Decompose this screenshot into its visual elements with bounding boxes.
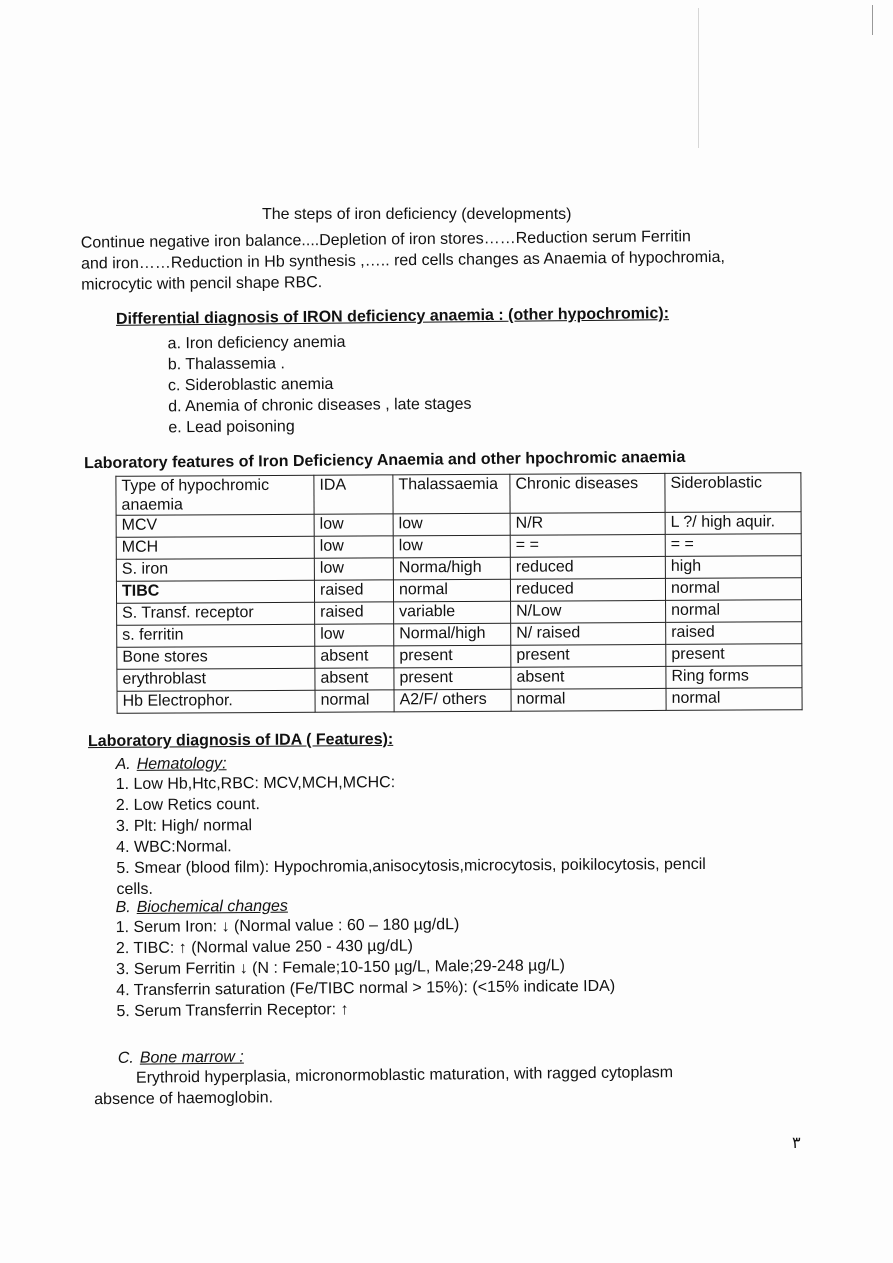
table-cell: normal <box>666 688 802 711</box>
table-cell: s. ferritin <box>117 624 315 647</box>
table-cell: erythroblast <box>117 668 315 691</box>
list-item: b. Thalassemia . <box>167 355 285 374</box>
list-item: 5. Serum Transferrin Receptor: ↑ <box>116 1001 349 1021</box>
table-cell: = = <box>510 534 665 557</box>
table-cell: MCV <box>116 514 314 537</box>
table-cell: raised <box>666 622 802 645</box>
differential-list <box>168 332 472 440</box>
table-cell: A2/F/ others <box>394 689 511 712</box>
table-cell: Norma/high <box>393 557 510 580</box>
table-cell: reduced <box>510 578 665 601</box>
biochemical-title: B. Biochemical changes <box>115 897 288 917</box>
table-cell: normal <box>665 578 801 601</box>
biochemical-section <box>115 894 615 1023</box>
header-cell: Type of hypochromic anaemia <box>116 475 314 515</box>
table-header-row <box>116 473 801 516</box>
table-cell: low <box>314 536 393 558</box>
intro-line: microcytic with pencil shape RBC. <box>81 274 323 294</box>
table-cell: low <box>315 624 394 646</box>
table-cell: low <box>314 558 393 580</box>
header-cell: Thalassaemia <box>393 474 510 514</box>
table-cell: normal <box>315 690 394 712</box>
lab-features-table <box>115 472 802 714</box>
list-item: 1. Serum Iron: ↓ (Normal value : 60 – 180 µg/dL) <box>115 916 460 937</box>
table-cell: absent <box>315 668 394 690</box>
table-cell: absent <box>511 666 666 689</box>
table-cell: low <box>393 513 510 536</box>
table-cell: Hb Electrophor. <box>117 690 315 713</box>
bone-marrow-title: C. Bone marrow : <box>117 1048 244 1067</box>
list-item: 4. WBC:Normal. <box>116 838 232 857</box>
table-cell: absent <box>315 646 394 668</box>
table-cell: MCH <box>116 536 314 559</box>
table-cell: TIBC <box>116 580 314 603</box>
table-row <box>117 688 802 714</box>
lab-diagnosis-heading: Laboratory diagnosis of IDA ( Features): <box>87 730 394 751</box>
table-cell: low <box>314 514 393 536</box>
intro-paragraph <box>81 225 772 295</box>
table-cell: low <box>393 535 510 558</box>
bone-marrow-text: Erythroid hyperplasia, micronormoblastic maturation, with ragged cytoplasm <box>135 1064 674 1087</box>
header-cell: Sideroblastic <box>665 473 801 513</box>
table-cell: Ring forms <box>666 666 802 689</box>
hematology-title: A. Hematology: <box>115 755 227 774</box>
header-cell: Chronic diseases <box>510 473 665 513</box>
differential-heading: Differential diagnosis of IRON deficiency anaemia : (other hypochromic): <box>115 305 670 328</box>
page-number: ٣ <box>792 1133 801 1152</box>
list-item: e. Lead poisoning <box>168 418 295 437</box>
table-cell: normal <box>393 579 510 602</box>
table-cell: S. iron <box>116 558 314 581</box>
list-item: 3. Plt: High/ normal <box>115 817 253 836</box>
list-item: cells. <box>116 880 153 899</box>
intro-line: and iron……Reduction in Hb synthesis ,….. red cells changes as Anaemia of hypochromia, <box>80 248 725 273</box>
table-cell: present <box>394 645 511 668</box>
table-cell: high <box>665 556 801 579</box>
list-item: c. Sideroblastic anemia <box>167 375 334 395</box>
bone-marrow-text: absence of haemoglobin. <box>94 1089 274 1109</box>
hematology-section <box>115 751 706 901</box>
table-cell: L ?/ high aquir. <box>665 512 801 535</box>
list-item: 3. Serum Ferritin ↓ (N : Female;10-150 µg/L, Male;29-248 µg/L) <box>116 957 565 979</box>
table-cell: reduced <box>510 556 665 579</box>
lab-table-heading: Laboratory features of Iron Deficiency Anaemia and other hpochromic anaemia <box>83 448 686 473</box>
table-cell: present <box>666 644 802 667</box>
bone-marrow-section <box>94 1043 674 1111</box>
list-item: 2. TIBC: ↑ (Normal value 250 - 430 µg/dL) <box>115 937 414 958</box>
table-cell: normal <box>511 688 666 711</box>
table-cell: Normal/high <box>394 623 511 646</box>
list-item: 1. Low Hb,Htc,RBC: MCV,MCH,MCHC: <box>115 774 396 794</box>
list-item: d. Anemia of chronic diseases , late stages <box>168 395 472 416</box>
table-cell: N/ raised <box>511 622 666 645</box>
scan-artifact <box>872 5 873 35</box>
table-cell: normal <box>666 600 802 623</box>
page-title: The steps of iron deficiency (developments) <box>262 206 572 223</box>
table-cell: N/R <box>510 512 665 535</box>
list-item: 4. Transferrin saturation (Fe/TIBC normal > 15%): (<15% indicate IDA) <box>116 977 616 1000</box>
list-item: 2. Low Retics count. <box>115 796 260 815</box>
table-cell: = = <box>665 534 801 557</box>
intro-line: Continue negative iron balance....Depletion of iron stores……Reduction serum Ferritin <box>80 228 691 252</box>
header-cell: IDA <box>314 475 393 514</box>
table-cell: N/Low <box>511 600 666 623</box>
table-cell: variable <box>394 601 511 624</box>
list-item: a. Iron deficiency anemia <box>167 333 346 353</box>
table-cell: raised <box>315 602 394 624</box>
table-cell: Bone stores <box>117 646 315 669</box>
scan-artifact <box>698 8 699 148</box>
table-cell: S. Transf. receptor <box>117 602 315 625</box>
list-item: 5. Smear (blood film): Hypochromia,anisocytosis,microcytosis, poikilocytosis, pencil <box>116 855 706 878</box>
table-cell: raised <box>314 580 393 602</box>
table-cell: present <box>394 667 511 690</box>
table-cell: present <box>511 644 666 667</box>
